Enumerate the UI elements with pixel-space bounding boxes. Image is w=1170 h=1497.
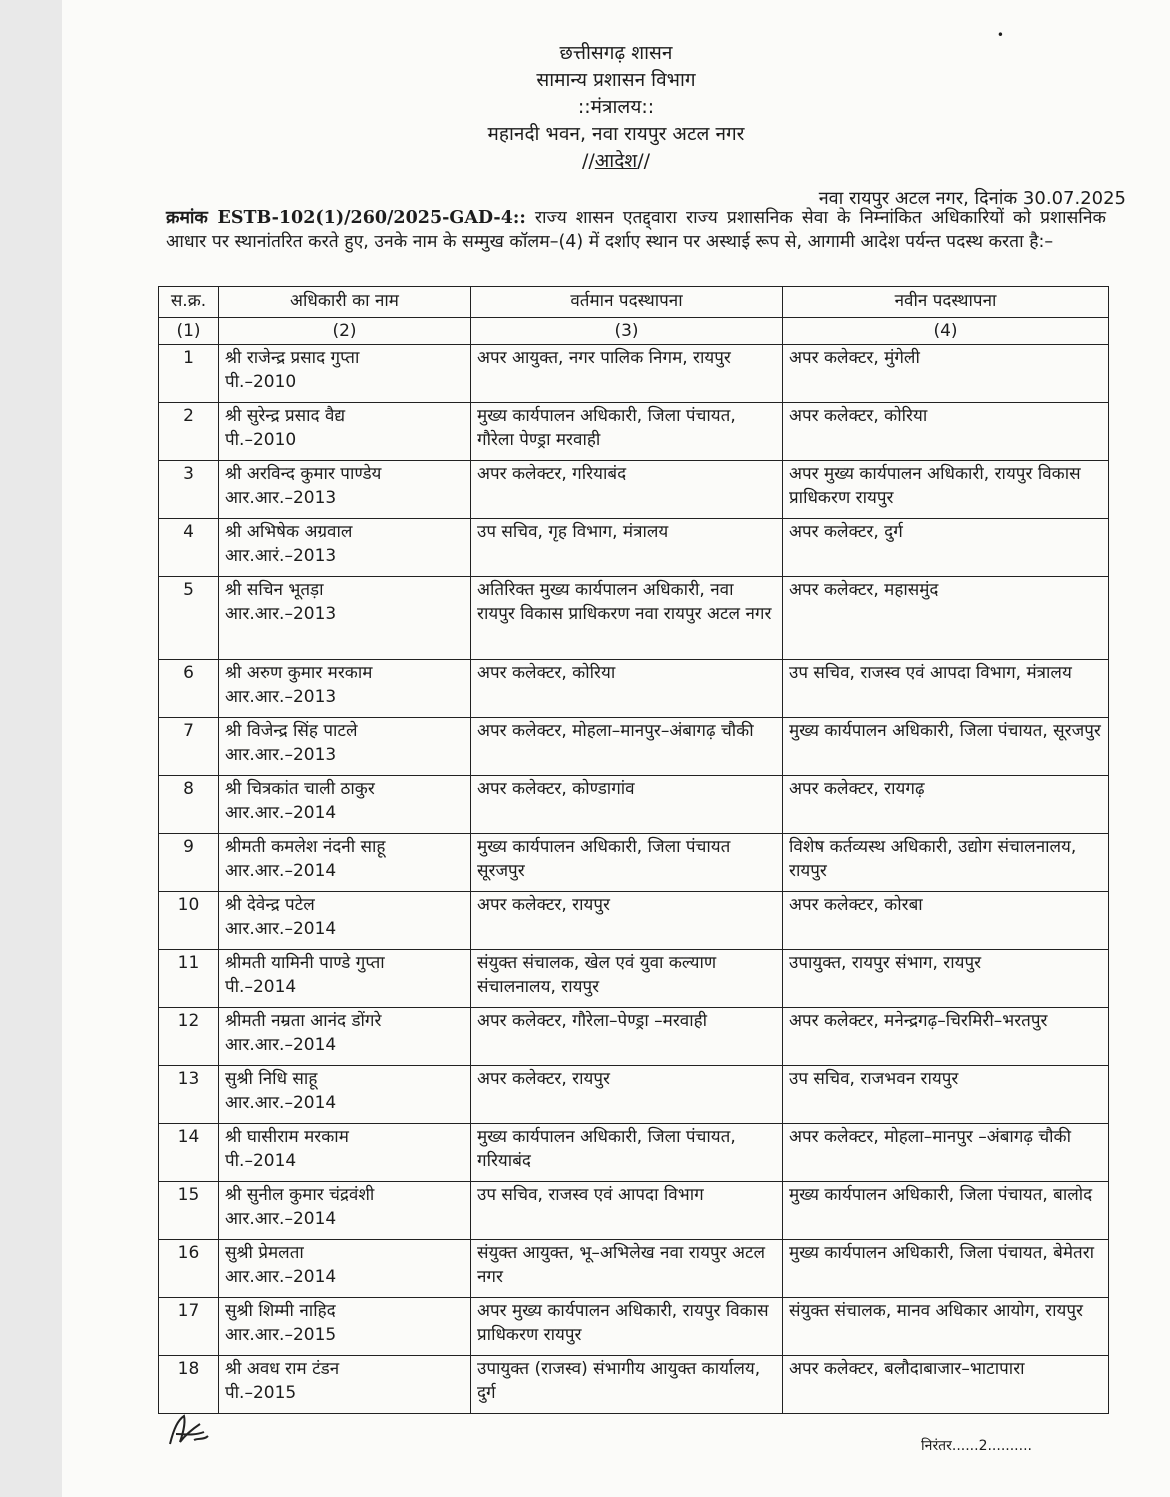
column-number-row xyxy=(159,318,1109,345)
serial-number: 4 xyxy=(159,519,219,577)
officer-cell xyxy=(219,1240,471,1298)
officer-name: श्रीमती कमलेश नंदनी साहू xyxy=(225,837,386,857)
new-posting: अपर कलेक्टर, दुर्ग xyxy=(783,519,1109,577)
officer-cell xyxy=(219,892,471,950)
officer-batch: आर.आरं.–2013 xyxy=(225,546,337,566)
table-header-row xyxy=(159,287,1109,318)
officer-batch: आर.आर.–2013 xyxy=(225,488,337,508)
officer-batch: आर.आर.–2014 xyxy=(225,1267,337,1287)
order-intro xyxy=(166,206,1106,254)
officer-batch: आर.आर.–2015 xyxy=(225,1325,337,1345)
officer-cell xyxy=(219,403,471,461)
new-posting: अपर मुख्य कार्यपालन अधिकारी, रायपुर विकास प्राधिकरण रायपुर xyxy=(783,461,1109,519)
officer-name: श्री सचिन भूतड़ा xyxy=(225,580,324,600)
current-posting: संयुक्त आयुक्त, भू–अभिलेख नवा रायपुर अटल नगर xyxy=(471,1240,783,1298)
new-posting: उप सचिव, राजस्व एवं आपदा विभाग, मंत्रालय xyxy=(783,660,1109,718)
current-posting: अपर कलेक्टर, कोण्डागांव xyxy=(471,776,783,834)
serial-number: 9 xyxy=(159,834,219,892)
officer-cell xyxy=(219,461,471,519)
table-row xyxy=(159,1008,1109,1066)
header-new-posting: नवीन पदस्थापना xyxy=(783,287,1109,318)
table-row xyxy=(159,776,1109,834)
officer-cell xyxy=(219,1066,471,1124)
table-row xyxy=(159,718,1109,776)
serial-number: 8 xyxy=(159,776,219,834)
header-current-posting: वर्तमान पदस्थापना xyxy=(471,287,783,318)
officer-cell xyxy=(219,1008,471,1066)
new-posting: उप सचिव, राजभवन रायपुर xyxy=(783,1066,1109,1124)
officer-name: सुश्री प्रेमलता xyxy=(225,1243,304,1263)
order-number: क्रमांक ESTB-102(1)/260/2025-GAD-4:: xyxy=(166,208,526,228)
officer-cell xyxy=(219,1298,471,1356)
officer-batch: पी.–2014 xyxy=(225,1151,297,1171)
current-posting: अपर कलेक्टर, रायपुर xyxy=(471,1066,783,1124)
current-posting: उप सचिव, गृह विभाग, मंत्रालय xyxy=(471,519,783,577)
table-row xyxy=(159,1124,1109,1182)
current-posting: उप सचिव, राजस्व एवं आपदा विभाग xyxy=(471,1182,783,1240)
officer-batch: आर.आर.–2014 xyxy=(225,919,337,939)
serial-number: 3 xyxy=(159,461,219,519)
serial-number: 7 xyxy=(159,718,219,776)
officer-cell xyxy=(219,519,471,577)
serial-number: 17 xyxy=(159,1298,219,1356)
current-posting: संयुक्त संचालक, खेल एवं युवा कल्याण संचालनालय, रायपुर xyxy=(471,950,783,1008)
officer-name: श्री राजेन्द्र प्रसाद गुप्ता xyxy=(225,348,360,368)
signature-mark xyxy=(164,1410,214,1450)
officer-cell xyxy=(219,834,471,892)
officer-name: सुश्री निधि साहू xyxy=(225,1069,318,1089)
officer-name: श्री अरुण कुमार मरकाम xyxy=(225,663,373,683)
officer-cell xyxy=(219,718,471,776)
header-officer-name: अधिकारी का नाम xyxy=(219,287,471,318)
officer-name: श्री अवध राम टंडन xyxy=(225,1359,340,1379)
current-posting: मुख्य कार्यपालन अधिकारी, जिला पंचायत, गरियाबंद xyxy=(471,1124,783,1182)
officer-batch: पी.–2010 xyxy=(225,430,297,450)
order-date: नवा रायपुर अटल नगर, दिनांक 30.07.2025 xyxy=(818,188,1126,209)
col-number: (3) xyxy=(471,318,783,345)
officer-cell xyxy=(219,577,471,660)
new-posting: अपर कलेक्टर, मुंगेली xyxy=(783,345,1109,403)
officer-name: श्री विजेन्द्र सिंह पाटले xyxy=(225,721,358,741)
serial-number: 18 xyxy=(159,1356,219,1414)
officer-batch: आर.आर.–2014 xyxy=(225,1035,337,1055)
new-posting: अपर कलेक्टर, कोरिया xyxy=(783,403,1109,461)
officer-cell xyxy=(219,1356,471,1414)
officer-batch: पी.–2014 xyxy=(225,977,297,997)
table-row xyxy=(159,1066,1109,1124)
table-row xyxy=(159,345,1109,403)
new-posting: अपर कलेक्टर, बलौदाबाजार–भाटापारा xyxy=(783,1356,1109,1414)
new-posting: मुख्य कार्यपालन अधिकारी, जिला पंचायत, बालोद xyxy=(783,1182,1109,1240)
new-posting: अपर कलेक्टर, कोरबा xyxy=(783,892,1109,950)
table-row xyxy=(159,577,1109,660)
table-row xyxy=(159,519,1109,577)
serial-number: 5 xyxy=(159,577,219,660)
serial-number: 13 xyxy=(159,1066,219,1124)
col-number: (4) xyxy=(783,318,1109,345)
table-row xyxy=(159,892,1109,950)
current-posting: अपर आयुक्त, नगर पालिक निगम, रायपुर xyxy=(471,345,783,403)
serial-number: 16 xyxy=(159,1240,219,1298)
new-posting: विशेष कर्तव्यस्थ अधिकारी, उद्योग संचालनालय, रायपुर xyxy=(783,834,1109,892)
officer-batch: आर.आर.–2013 xyxy=(225,604,337,624)
table-row xyxy=(159,461,1109,519)
officer-batch: आर.आर.–2014 xyxy=(225,1209,337,1229)
department-name: सामान्य प्रशासन विभाग xyxy=(536,69,696,91)
col-number: (2) xyxy=(219,318,471,345)
table-row xyxy=(159,834,1109,892)
current-posting: अपर कलेक्टर, कोरिया xyxy=(471,660,783,718)
current-posting: मुख्य कार्यपालन अधिकारी, जिला पंचायत सूरजपुर xyxy=(471,834,783,892)
officer-name: श्री सुरेन्द्र प्रसाद वैद्य xyxy=(225,406,346,426)
officer-name: श्री चित्रकांत चाली ठाकुर xyxy=(225,779,375,799)
new-posting: अपर कलेक्टर, रायगढ़ xyxy=(783,776,1109,834)
serial-number: 2 xyxy=(159,403,219,461)
current-posting: अतिरिक्त मुख्य कार्यपालन अधिकारी, नवा रायपुर विकास प्राधिकरण नवा रायपुर अटल नगर xyxy=(471,577,783,660)
officer-cell xyxy=(219,660,471,718)
new-posting: अपर कलेक्टर, मोहला–मानपुर –अंबागढ़ चौकी xyxy=(783,1124,1109,1182)
serial-number: 11 xyxy=(159,950,219,1008)
serial-number: 15 xyxy=(159,1182,219,1240)
document-page xyxy=(62,0,1170,1497)
new-posting: उपायुक्त, रायपुर संभाग, रायपुर xyxy=(783,950,1109,1008)
col-number: (1) xyxy=(159,318,219,345)
officer-name: श्री घासीराम मरकाम xyxy=(225,1127,349,1147)
officer-cell xyxy=(219,776,471,834)
officer-name: श्रीमती नम्रता आनंद डोंगरे xyxy=(225,1011,382,1031)
govt-name: छत्तीसगढ़ शासन xyxy=(559,42,673,64)
table-row xyxy=(159,403,1109,461)
officer-cell xyxy=(219,345,471,403)
officer-batch: आर.आर.–2014 xyxy=(225,861,337,881)
table-body xyxy=(159,345,1109,1414)
new-posting: अपर कलेक्टर, मनेन्द्रगढ़–चिरमिरी–भरतपुर xyxy=(783,1008,1109,1066)
current-posting: मुख्य कार्यपालन अधिकारी, जिला पंचायत, गौरेला पेण्ड्रा मरवाही xyxy=(471,403,783,461)
officer-batch: आर.आर.–2014 xyxy=(225,803,337,823)
officer-name: श्री अभिषेक अग्रवाल xyxy=(225,522,353,542)
header-serial: स.क्र. xyxy=(159,287,219,318)
office-address: महानदी भवन, नवा रायपुर अटल नगर xyxy=(487,123,745,145)
table-row xyxy=(159,1356,1109,1414)
officer-name: श्री देवेन्द्र पटेल xyxy=(225,895,315,915)
current-posting: अपर कलेक्टर, मोहला–मानपुर–अंबागढ़ चौकी xyxy=(471,718,783,776)
current-posting: अपर मुख्य कार्यपालन अधिकारी, रायपुर विकास प्राधिकरण रायपुर xyxy=(471,1298,783,1356)
officer-name: श्री सुनील कुमार चंद्रवंशी xyxy=(225,1185,375,1205)
serial-number: 6 xyxy=(159,660,219,718)
current-posting: अपर कलेक्टर, गौरेला–पेण्ड्रा –मरवाही xyxy=(471,1008,783,1066)
table-row xyxy=(159,1182,1109,1240)
officer-name: श्री अरविन्द कुमार पाण्डेय xyxy=(225,464,382,484)
officer-name: सुश्री शिम्मी नाहिद xyxy=(225,1301,336,1321)
serial-number: 10 xyxy=(159,892,219,950)
officer-batch: आर.आर.–2013 xyxy=(225,745,337,765)
table-row xyxy=(159,1298,1109,1356)
officer-batch: पी.–2015 xyxy=(225,1383,297,1403)
officer-cell xyxy=(219,1182,471,1240)
officer-batch: पी.–2010 xyxy=(225,372,297,392)
current-posting: अपर कलेक्टर, रायपुर xyxy=(471,892,783,950)
officer-cell xyxy=(219,950,471,1008)
ministry-label: ::मंत्रालय:: xyxy=(577,96,655,118)
current-posting: अपर कलेक्टर, गरियाबंद xyxy=(471,461,783,519)
officer-batch: आर.आर.–2014 xyxy=(225,1093,337,1113)
table-row xyxy=(159,660,1109,718)
order-title: //आदेश// xyxy=(581,150,651,172)
letterhead xyxy=(62,40,1170,175)
serial-number: 12 xyxy=(159,1008,219,1066)
serial-number: 1 xyxy=(159,345,219,403)
new-posting: मुख्य कार्यपालन अधिकारी, जिला पंचायत, सूरजपुर xyxy=(783,718,1109,776)
officer-name: श्रीमती यामिनी पाण्डे गुप्ता xyxy=(225,953,385,973)
continued-note: निरंतर......2.......... xyxy=(921,1438,1032,1454)
ink-dot: • xyxy=(996,28,1004,42)
new-posting: अपर कलेक्टर, महासमुंद xyxy=(783,577,1109,660)
order-text: राज्य शासन एतद्द्वारा राज्य प्रशासनिक सेवा के निम्नांकित अधिकारियों को प्रशासनिक आधार पर स्थानांतरित करते हुए, उनके नाम के सम्मुख कॉलम–(4) में दर्शाए स्थान पर अस्थाई रूप से, आगामी आदेश पर्यन्त पदस्थ करता है:– xyxy=(166,208,1106,252)
officer-batch: आर.आर.–2013 xyxy=(225,687,337,707)
table-row xyxy=(159,950,1109,1008)
current-posting: उपायुक्त (राजस्व) संभागीय आयुक्त कार्यालय, दुर्ग xyxy=(471,1356,783,1414)
officer-cell xyxy=(219,1124,471,1182)
new-posting: संयुक्त संचालक, मानव अधिकार आयोग, रायपुर xyxy=(783,1298,1109,1356)
table-row xyxy=(159,1240,1109,1298)
transfer-table xyxy=(158,286,1109,1414)
serial-number: 14 xyxy=(159,1124,219,1182)
new-posting: मुख्य कार्यपालन अधिकारी, जिला पंचायत, बेमेतरा xyxy=(783,1240,1109,1298)
